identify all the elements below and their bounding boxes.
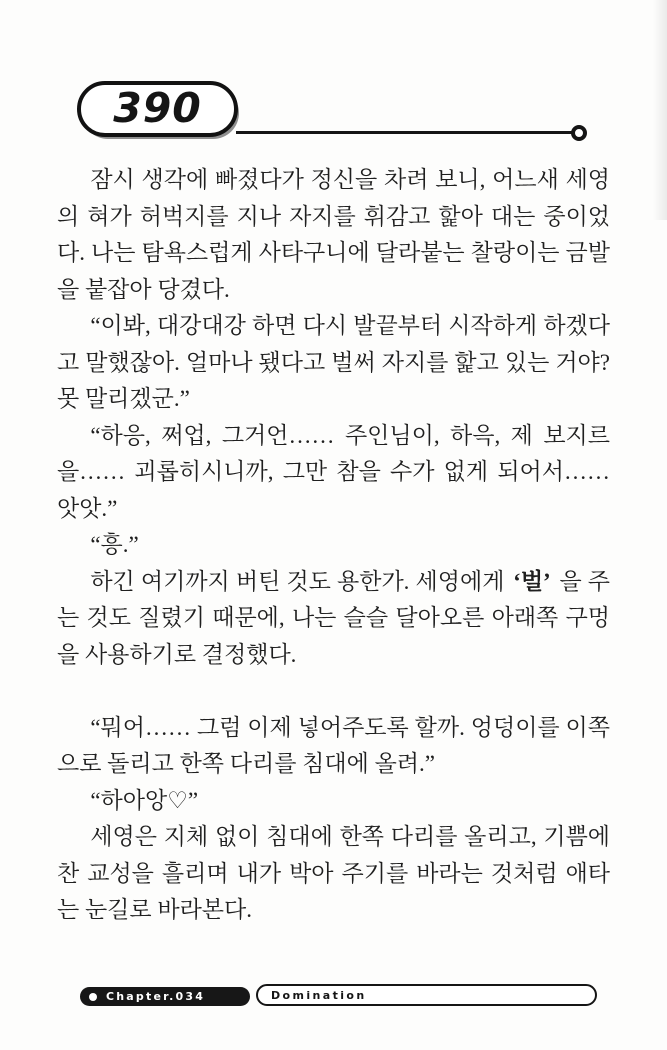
page-number-badge xyxy=(77,81,238,137)
page-number: 390 xyxy=(113,84,202,132)
body-text xyxy=(57,162,610,929)
paragraph xyxy=(57,527,610,564)
text-segment: “하아앙♡” xyxy=(90,787,199,813)
header-rule xyxy=(236,131,575,134)
text-segment: “흥.” xyxy=(90,532,139,557)
paragraph xyxy=(57,783,610,820)
paragraph xyxy=(57,418,610,528)
paragraph xyxy=(57,308,610,418)
text-segment: “하응, 쩌업, 그거언…… 주인님이, 하윽, 제 보지르을…… 괴롭히시니까, 그만 참을 수가 없게 되어서…… 앗앗.” xyxy=(57,422,610,521)
paragraph xyxy=(57,162,610,308)
book-title-badge xyxy=(256,984,597,1006)
paragraph xyxy=(57,564,610,674)
paragraph xyxy=(57,710,610,783)
chapter-badge xyxy=(80,987,250,1006)
dot-icon xyxy=(89,993,97,1001)
text-segment: 잠시 생각에 빠졌다가 정신을 차려 보니, 어느새 세영의 혀가 허벅지를 지나 자지를 휘감고 핥아 대는 중이었다. 나는 탐욕스럽게 사타구니에 달라붙는 찰랑이는 금발을 붙잡아 당겼다. xyxy=(57,167,610,302)
paragraph xyxy=(57,819,610,929)
text-segment: “뭐어…… 그럼 이제 넣어주도록 할까. 엉덩이를 이쪽으로 돌리고 한쪽 다리를 침대에 올려.” xyxy=(57,714,610,776)
book-title-label: Domination xyxy=(271,988,367,1002)
chapter-label: Chapter.034 xyxy=(106,990,206,1003)
text-segment: 하긴 여기까지 버틴 것도 용한가. 세영에게 xyxy=(90,568,505,594)
emphasized-term: ‘벌’ xyxy=(513,568,551,594)
text-segment: “이봐, 대강대강 하면 다시 발끝부터 시작하게 하겠다고 말했잖아. 얼마나 됐다고 벌써 자지를 핥고 있는 거야? 못 말리겠군.” xyxy=(57,313,610,411)
text-segment: 을 주는 것도 질렸기 때문에, 나는 슬슬 달아오른 아래쪽 구멍을 사용하기로 결정했다. xyxy=(57,568,610,667)
text-segment: 세영은 지체 없이 침대에 한쪽 다리를 올리고, 기쁨에 찬 교성을 흘리며 내가 박아 주기를 바라는 것처럼 애타는 눈길로 바라본다. xyxy=(57,824,610,922)
ring-icon xyxy=(571,125,587,141)
